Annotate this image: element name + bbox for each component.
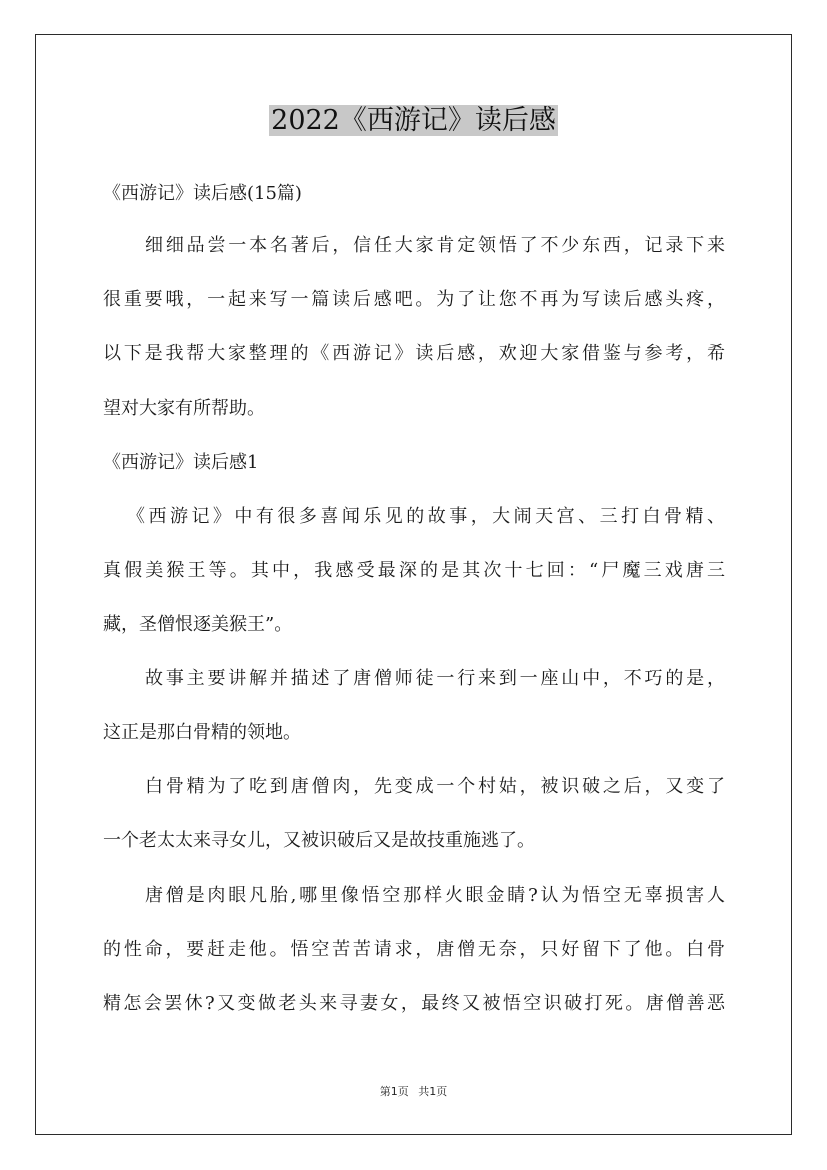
paragraph-line: 一个老太太来寻女儿，又被识破后又是故技重施逃了。 <box>103 830 535 851</box>
paragraph-line: 以下是我帮大家整理的《西游记》读后感，欢迎大家借鉴与参考，希 <box>103 343 725 364</box>
subtitle-line: 《西游记》读后感(15篇) <box>103 183 302 204</box>
paragraph-line: 这正是那白骨精的领地。 <box>103 722 301 743</box>
paragraph-line: 唐僧是肉眼凡胎,哪里像悟空那样火眼金睛?认为悟空无辜损害人 <box>145 885 725 906</box>
paragraph-line: 很重要哦，一起来写一篇读后感吧。为了让您不再为写读后感头疼， <box>103 289 725 310</box>
paragraph-line: 故事主要讲解并描述了唐僧师徒一行来到一座山中，不巧的是， <box>145 668 725 689</box>
section-heading: 《西游记》读后感1 <box>103 452 259 473</box>
document-title: 2022《西游记》读后感 <box>271 105 556 136</box>
page-total: 共1页 <box>418 1085 448 1098</box>
paragraph-line: 的性命，要赶走他。悟空苦苦请求，唐僧无奈，只好留下了他。白骨 <box>103 939 725 960</box>
paragraph-line: 望对大家有所帮助。 <box>103 398 265 419</box>
paragraph-line: 细细品尝一本名著后，信任大家肯定领悟了不少东西，记录下来 <box>145 235 725 256</box>
page-footer <box>0 1083 827 1099</box>
paragraph-line: 精怎会罢休?又变做老头来寻妻女，最终又被悟空识破打死。唐僧善恶 <box>103 993 725 1014</box>
paragraph-line: 真假美猴王等。其中，我感受最深的是其次十七回：“尸魔三戏唐三 <box>103 560 725 581</box>
paragraph-line: 白骨精为了吃到唐僧肉，先变成一个村姑，被识破之后，又变了 <box>145 776 725 797</box>
page-number: 第1页 <box>379 1085 409 1098</box>
paragraph-line: 藏，圣僧恨逐美猴王”。 <box>103 614 293 635</box>
paragraph-line: 《西游记》中有很多喜闻乐见的故事，大闹天宫、三打白骨精、 <box>127 506 725 527</box>
